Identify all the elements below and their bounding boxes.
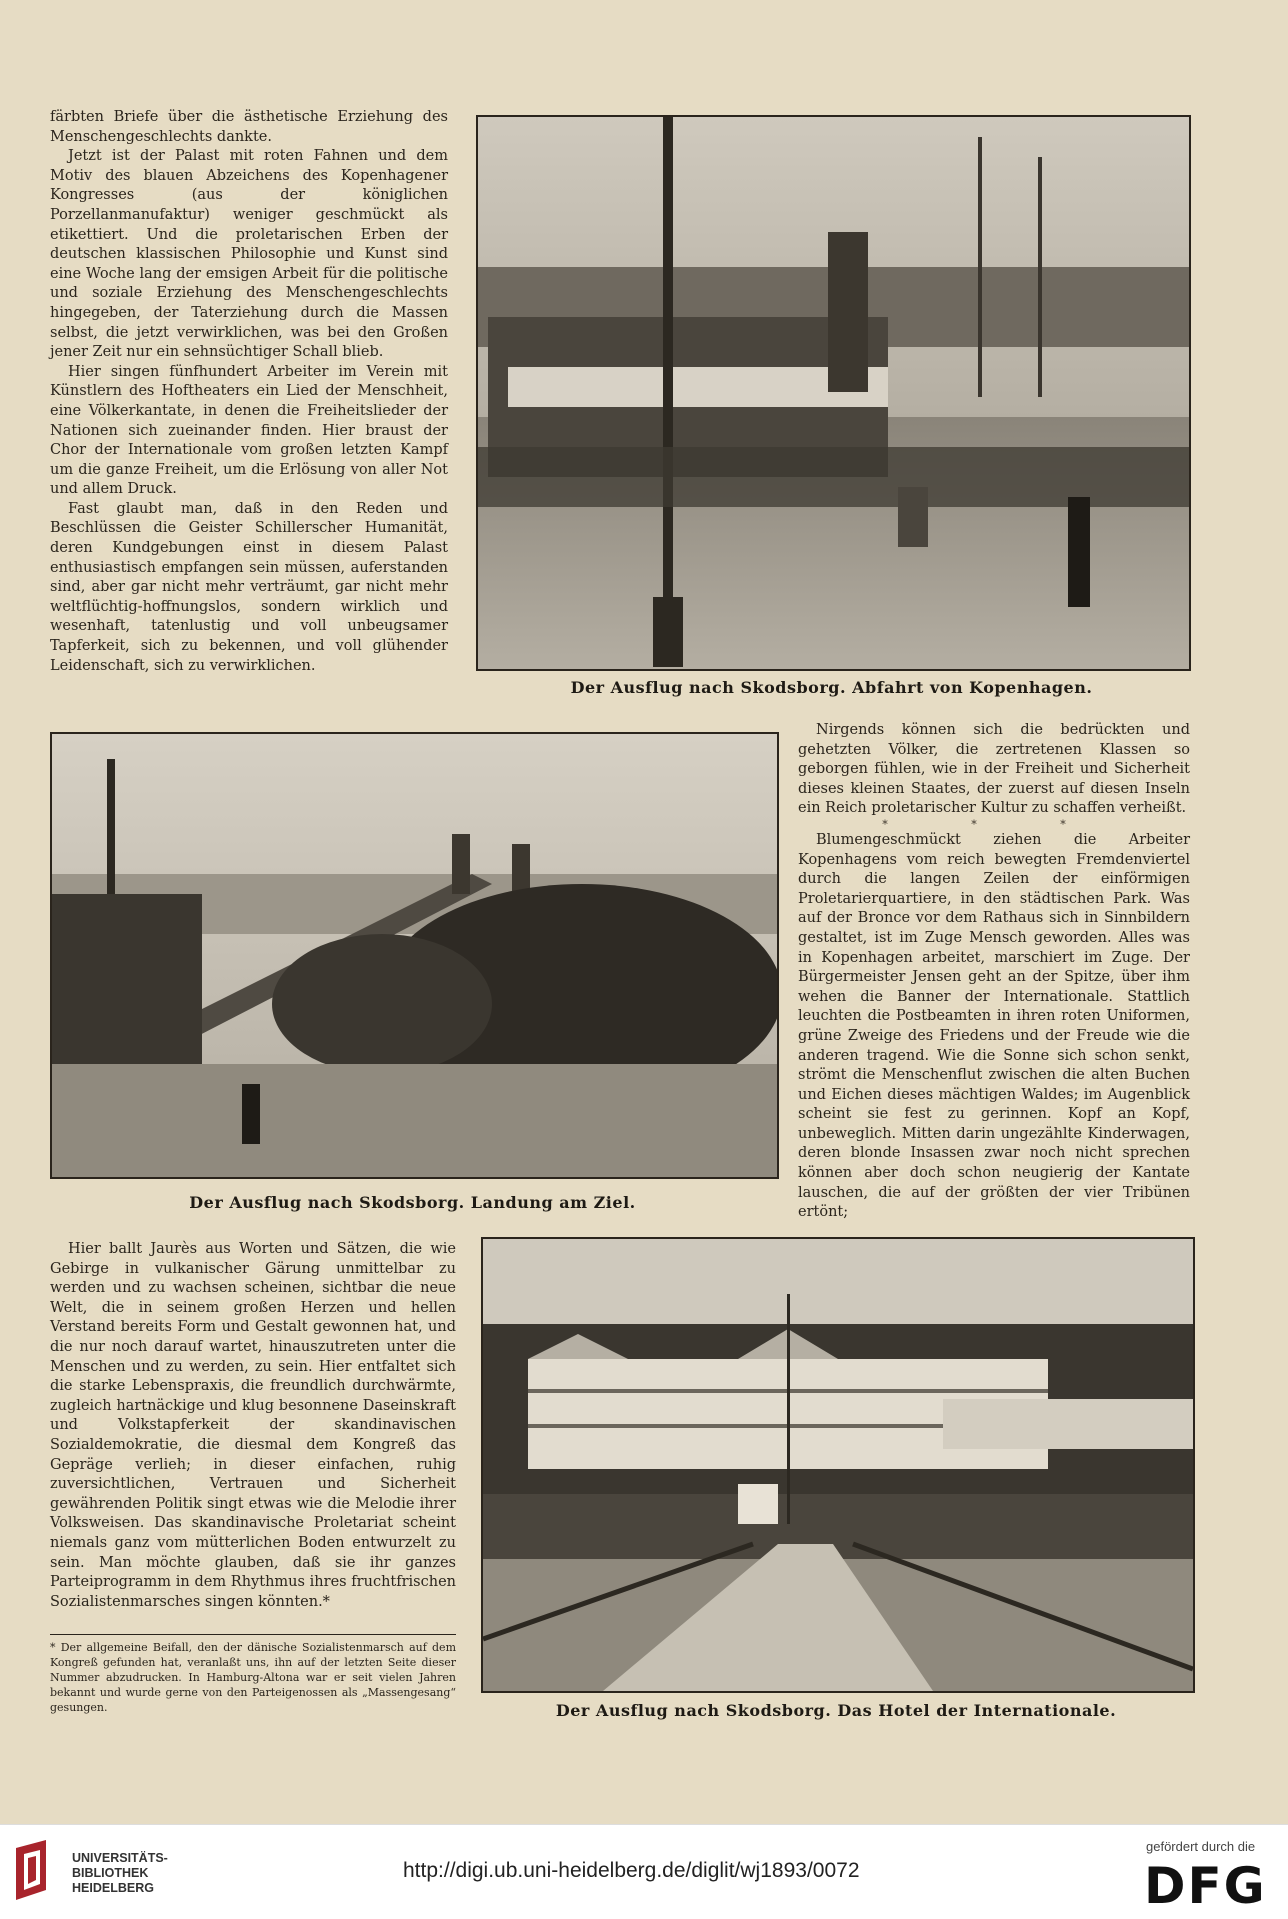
paragraph: Hier singen fünfhundert Arbeiter im Verein mit Künstlern des Hoftheaters ein Lied der Menschheit, eine Völkerkantate, in denen die Freiheitslieder der Nationen sich zueinander finden. Hier braust der Chor der Internationale vom großen letzten Kampf um die ganze Freiheit, um die Erlösung von aller Not und allem Druck.	[50, 363, 448, 498]
caption-photo-1: Der Ausflug nach Skodsborg. Abfahrt von Kopenhagen.	[570, 678, 1093, 697]
paragraph: färbten Briefe über die ästhetische Erziehung des Menschengeschlechts dankte.	[50, 109, 448, 145]
library-name-line-2: BIBLIOTHEK	[72, 1866, 149, 1880]
photo-hotel-internationale	[481, 1237, 1195, 1693]
paragraph-jaures: Hier ballt Jaurès aus Worten und Sätzen, die wie Gebirge in vulkanischer Gärung unmittelbar zu werden und zu wachsen scheinen, sichtbar die neue Welt, die in seinem großen Herzen und hellen Verstand bereits Form und Gestalt gewonnen hat, und die nur noch darauf wartet, hinauszutreten unter die Menschen und zu werden, zu sein. Hier entfaltet sich die starke Lebenspraxis, die freundlich durchwärmte, zugleich hartnäckige und klug besonnene Daseinskraft und Volkstapferkeit der skandinavischen Sozialdemokratie, die diesmal dem Kongreß das Gepräge verlieh; in dieser einfachen, ruhig zuversichtlichen, Vertrauen und Sicherheit gewährenden Politik singt etwas wie die Melodie ihrer Volksweisen. Das skandinavische Proletariat scheint niemals ganz vom mütterlichen Boden entwurzelt zu sein. Man möchte glauben, daß sie ihr ganzes Parteiprogramm in dem Rhythmus ihres fruchtfrischen Sozialistenmarsches singen könnten.*	[50, 1241, 456, 1610]
caption-photo-2: Der Ausflug nach Skodsborg. Landung am Ziel.	[189, 1193, 636, 1212]
paragraph-blumengeschmueckt: Blumengeschmückt ziehen die Arbeiter Kopenhagens vom reich bewegten Fremdenviertel durch die langen Zeilen der einförmigen Proletarierquartiere, in den städtischen Park. Was auf der Bronce vor dem Rathaus sich in Sinnbildern gestaltet, ist im Zuge Mensch geworden. Alles was in Kopenhagen arbeitet, marschiert im Zuge. Der Bürgermeister Jensen geht an der Spitze, über ihm wehen die Banner der Internationale. Stattlich leuchten die Postbeamten in ihren roten Uniformen, grüne Zweige des Friedens und der Freude wie die anderen tragend. Wie die Sonne sich schon senkt, strömt die Menschenflut zwischen die alten Buchen und Eichen dieses mächtigen Waldes; im Augenblick scheint sie fest zu gerinnen. Kopf an Kopf, unbeweglich. Mitten darin ungezählte Kinderwagen, deren blonde Insassen zwar noch nicht sprechen können aber doch schon neugierig der Kantate lauschen, die auf der größten der vier Tribünen ertönt;	[798, 831, 1190, 1221]
university-library-logo-icon[interactable]	[16, 1840, 60, 1900]
dfg-logo[interactable]: DFG	[1144, 1857, 1267, 1915]
text-column-bottom-left	[50, 1240, 456, 1625]
library-name-line-1: UNIVERSITÄTS-	[72, 1851, 168, 1865]
section-stars: * * *	[882, 817, 1106, 831]
photo-departure-copenhagen	[476, 115, 1191, 671]
footnote-massengesang: * Der allgemeine Beifall, den der dänische Sozialistenmarsch auf dem Kongreß gefunden hat, veranlaßt uns, ihn auf der letzten Seite dieser Nummer abzudrucken. In Hamburg-Altona war er seit vielen Jahren bekannt und wurde gerne von den Parteigenossen als „Massengesang“ gesungen.	[50, 1641, 456, 1714]
permalink-url[interactable]: http://digi.ub.uni-heidelberg.de/diglit/wj1893/0072	[403, 1859, 860, 1882]
paragraph: Fast glaubt man, daß in den Reden und Beschlüssen die Geister Schillerscher Humanität, deren Kundgebungen einst in diesem Palast enthusiastisch empfangen sein müssen, auferstanden sind, aber gar nicht mehr verträumt, gar nicht mehr weltflüchtig-hoffnungslos, sondern wirklich und wesenhaft, tatenlustig und voll unbeugsamer Tapferkeit, sich zu bekennen, und voll glühender Leidenschaft, sich zu verwirklichen.	[50, 500, 448, 674]
text-column-mid-right	[798, 721, 1190, 1221]
caption-photo-3: Der Ausflug nach Skodsborg. Das Hotel der Internationale.	[555, 1701, 1117, 1720]
footnote-rule	[50, 1634, 456, 1635]
paragraph-nirgends: Nirgends können sich die bedrückten und gehetzten Völker, die zertretenen Klassen so geborgen fühlen, wie in der Freiheit und Sicherheit dieses kleinen Staates, der zuerst auf diesen Inseln ein Reich proletarischer Kultur zu schaffen verheißt.	[798, 722, 1190, 817]
paragraph: Jetzt ist der Palast mit roten Fahnen und dem Motiv des blauen Abzeichens des Kopenhagener Kongresses (aus der königlichen Porzellanmanufaktur) weniger geschmückt als etikettiert. Und die proletarischen Erben der deutschen klassischen Philosophie und Kunst sind eine Woche lang der emsigen Arbeit für die politische und soziale Erziehung des Menschengeschlechts hingegeben, der Taterziehung durch die Massen selbst, die jetzt verwirklichen, was bei den Großen jener Zeit nur ein sehnsüchtiger Schall blieb.	[50, 148, 448, 361]
library-name[interactable]	[72, 1851, 168, 1896]
library-name-line-3: HEIDELBERG	[72, 1881, 154, 1895]
text-column-top-left	[50, 108, 448, 698]
photo-landing-skodsborg	[50, 732, 779, 1179]
footer-bar	[0, 1824, 1288, 1919]
funded-by-label: gefördert durch die	[1146, 1839, 1256, 1854]
